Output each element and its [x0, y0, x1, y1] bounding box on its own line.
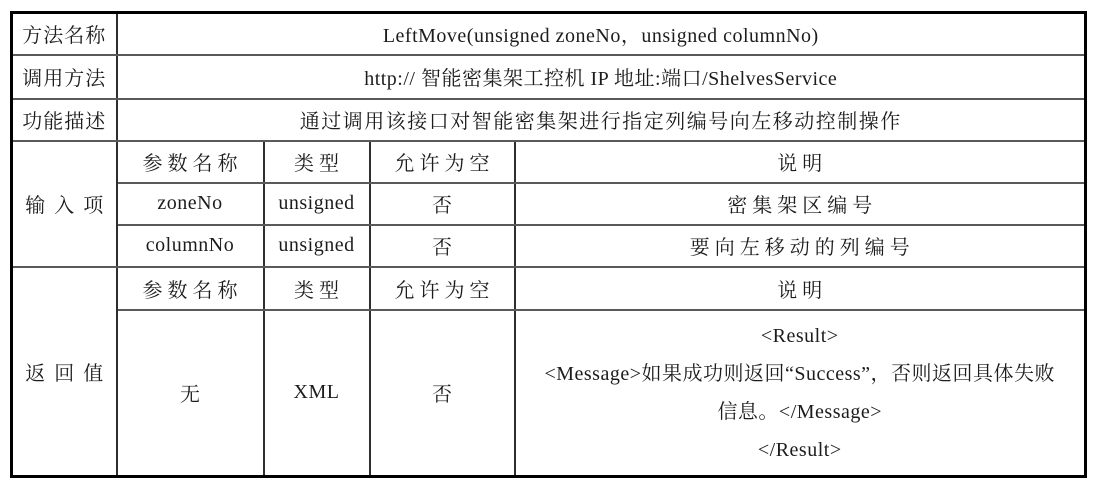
param-desc-header: 说明 [515, 267, 1086, 310]
function-desc-value: 通过调用该接口对智能密集架进行指定列编号向左移动控制操作 [117, 99, 1086, 141]
xml-line: 信息。</Message> [717, 400, 883, 423]
method-name-value: LeftMove(unsigned zoneNo，unsigned columnNo) [117, 13, 1086, 55]
xml-line: <Result> [760, 324, 839, 347]
param-nullable-cell: 否 [370, 225, 515, 267]
param-desc-cell: 密集架区编号 [515, 183, 1086, 225]
param-name-header: 参数名称 [117, 267, 264, 310]
param-desc-header: 说明 [515, 141, 1086, 183]
param-name-header: 参数名称 [117, 141, 264, 183]
return-type-cell: XML [264, 310, 370, 477]
param-type-cell: unsigned [264, 183, 370, 225]
return-headers-row [12, 267, 1086, 310]
return-value-row [12, 310, 1086, 477]
param-name-cell: zoneNo [117, 183, 264, 225]
api-spec-table [10, 11, 1087, 478]
call-method-label: 调用方法 [12, 55, 117, 99]
return-section-label: 返回值 [12, 267, 117, 477]
return-name-cell: 无 [117, 310, 264, 477]
param-row [12, 183, 1086, 225]
input-headers-row [12, 141, 1086, 183]
table-row [12, 55, 1086, 99]
call-method-value: http:// 智能密集架工控机 IP 地址:端口/ShelvesService [117, 55, 1086, 99]
table-row [12, 13, 1086, 55]
param-nullable-header: 允许为空 [370, 141, 515, 183]
param-name-cell: columnNo [117, 225, 264, 267]
function-desc-label: 功能描述 [12, 99, 117, 141]
table-row [12, 99, 1086, 141]
xml-line: </Result> [757, 438, 842, 461]
xml-line: <Message>如果成功则返回“Success”，否则返回具体失败 [544, 362, 1056, 385]
param-type-header: 类型 [264, 141, 370, 183]
param-row [12, 225, 1086, 267]
param-nullable-cell: 否 [370, 183, 515, 225]
param-type-header: 类型 [264, 267, 370, 310]
param-desc-cell: 要向左移动的列编号 [515, 225, 1086, 267]
param-nullable-header: 允许为空 [370, 267, 515, 310]
method-name-label: 方法名称 [12, 13, 117, 55]
xml-response-cell [515, 310, 1086, 477]
param-type-cell: unsigned [264, 225, 370, 267]
return-nullable-cell: 否 [370, 310, 515, 477]
input-section-label: 输入项 [12, 141, 117, 267]
